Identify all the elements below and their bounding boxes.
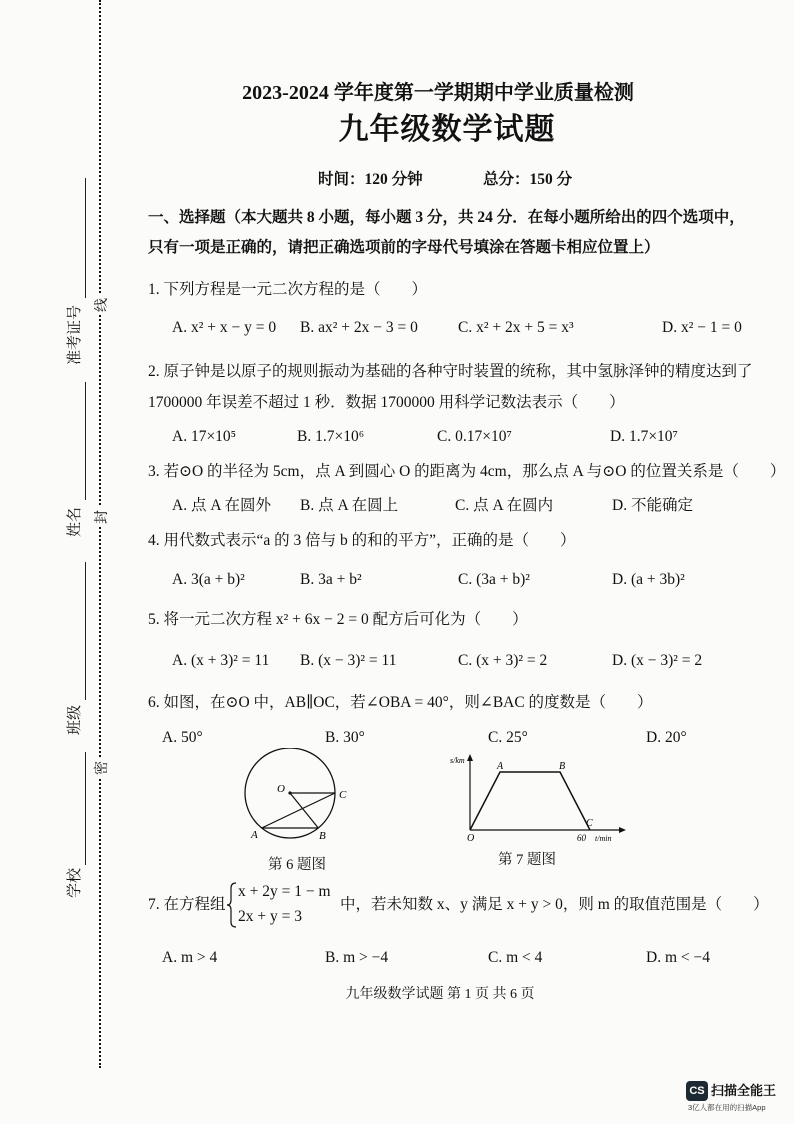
- label-o: O: [467, 833, 475, 844]
- question-5-stem: 5. 将一元二次方程 x² + 6x − 2 = 0 配方后可化为（ ）: [148, 611, 528, 628]
- y-axis-label: s/km: [450, 756, 465, 765]
- question-7-stem: 7. 在方程组: [148, 896, 226, 913]
- school-label: 学校: [67, 868, 83, 899]
- question-3-option-c: C. 点 A 在圆内: [455, 497, 554, 514]
- label-b: B: [559, 761, 566, 772]
- name-underline: [85, 382, 86, 500]
- center-point-o: [288, 791, 291, 794]
- class-underline: [85, 562, 86, 700]
- y-axis-arrow-icon: [467, 754, 473, 761]
- scanner-slogan: 3亿人都在用的扫描App: [688, 1103, 766, 1112]
- system-brace-icon: [226, 882, 238, 928]
- label-c: C: [339, 789, 347, 801]
- question-4-option-a: A. 3(a + b)²: [172, 571, 245, 588]
- label-b: B: [319, 830, 326, 842]
- question-6-option-d: D. 20°: [646, 729, 687, 746]
- question-5-option-a: A. (x + 3)² = 11: [172, 652, 270, 669]
- label-o: O: [277, 783, 285, 795]
- seal-mark-secret: 密: [93, 758, 113, 778]
- question-6-option-b: B. 30°: [325, 729, 365, 746]
- class-label: 班级: [67, 705, 83, 736]
- question-1-option-d: D. x² − 1 = 0: [662, 319, 742, 336]
- exam-time: 时间：120 分钟: [318, 171, 423, 188]
- question-4-stem: 4. 用代数式表示“a 的 3 倍与 b 的和的平方”，正确的是（ ）: [148, 532, 576, 549]
- question-2-option-b: B. 1.7×10⁶: [297, 428, 365, 445]
- question-5-option-d: D. (x − 3)² = 2: [612, 652, 703, 669]
- question-1-option-b: B. ax² + 2x − 3 = 0: [300, 319, 418, 336]
- question-6-option-a: A. 50°: [162, 729, 203, 746]
- school-underline: [85, 752, 86, 865]
- question-3-stem: 3. 若⊙O 的半径为 5cm，点 A 到圆心 O 的距离为 4cm，那么点 A 与⊙O 的位置关系是（ ）: [148, 463, 786, 480]
- system-equation-1: x + 2y = 1 − m: [238, 883, 331, 900]
- question-6-option-c: C. 25°: [488, 729, 528, 746]
- question-4-option-d: D. (a + 3b)²: [612, 571, 685, 588]
- question-7-option-c: C. m < 4: [488, 949, 543, 966]
- system-equation-2: 2x + y = 3: [238, 908, 302, 925]
- question-3-option-b: B. 点 A 在圆上: [300, 497, 399, 514]
- x-axis-arrow-icon: [619, 827, 626, 833]
- question-3-option-d: D. 不能确定: [612, 497, 693, 514]
- scanner-brand-name: 扫描全能王: [711, 1083, 777, 1098]
- question-6-stem: 6. 如图，在⊙O 中，AB∥OC，若∠OBA = 40°，则∠BAC 的度数是（ ）: [148, 694, 653, 711]
- binding-dotted-line: [99, 0, 101, 1068]
- segment-ob: [290, 793, 318, 828]
- page-footer: 九年级数学试题 第 1 页 共 6 页: [345, 987, 535, 1002]
- exam-id-underline: [85, 178, 86, 298]
- question-2-option-a: A. 17×10⁵: [172, 428, 237, 445]
- x-axis-label: t/min: [595, 834, 612, 843]
- graph-path-oabc: [470, 772, 590, 830]
- name-label: 姓名: [67, 507, 83, 538]
- question-2-stem: 2. 原子钟是以原子的规则振动为基础的各种守时装置的统称，其中氢脉泽钟的精度达到了: [148, 363, 753, 380]
- exam-total-score: 总分：150 分: [483, 171, 573, 188]
- question-7-option-d: D. m < −4: [646, 949, 710, 966]
- figure-6-circle-diagram: [230, 748, 360, 846]
- question-5-option-c: C. (x + 3)² = 2: [458, 652, 548, 669]
- figure-6-caption: 第 6 题图: [268, 857, 326, 873]
- question-3-option-a: A. 点 A 在圆外: [172, 497, 272, 514]
- question-7-option-b: B. m > −4: [325, 949, 389, 966]
- x-tick-label: 60: [577, 833, 586, 843]
- question-4-option-c: C. (3a + b)²: [458, 571, 530, 588]
- section-heading-line1: 一、选择题（本大题共 8 小题，每小题 3 分，共 24 分．在每小题所给出的四个选项中，: [148, 209, 745, 226]
- question-2-option-c: C. 0.17×10⁷: [437, 428, 512, 445]
- label-c: C: [586, 818, 593, 829]
- question-1-option-a: A. x² + x − y = 0: [172, 319, 277, 336]
- seal-mark-line: 线: [93, 295, 113, 315]
- question-7-option-a: A. m > 4: [162, 949, 218, 966]
- exam-title: 2023-2024 学年度第一学期期中学业质量检测: [242, 82, 634, 104]
- question-7-stem-after: 中，若未知数 x、y 满足 x + y > 0，则 m 的取值范围是（ ）: [340, 896, 769, 913]
- seal-mark-seal: 封: [93, 507, 113, 527]
- section-heading-line2: 只有一项是正确的，请把正确选项前的字母代号填涂在答题卡相应位置上）: [148, 239, 660, 256]
- label-a: A: [251, 829, 258, 841]
- scanner-logo-icon: CS: [686, 1081, 708, 1101]
- question-2-stem-line2: 1700000 年误差不超过 1 秒．数据 1700000 用科学记数法表示（ ）: [148, 394, 625, 411]
- question-4-option-b: B. 3a + b²: [300, 571, 362, 588]
- figure-7-caption: 第 7 题图: [498, 852, 556, 868]
- question-2-option-d: D. 1.7×10⁷: [610, 428, 678, 445]
- question-5-option-b: B. (x − 3)² = 11: [300, 652, 397, 669]
- question-1-stem: 1. 下列方程是一元二次方程的是（ ）: [148, 281, 428, 298]
- question-1-option-c: C. x² + 2x + 5 = x³: [458, 319, 574, 336]
- exam-subtitle: 九年级数学试题: [338, 113, 556, 146]
- exam-id-label: 准考证号: [67, 304, 83, 365]
- figure-7-graph: [440, 752, 630, 848]
- label-a: A: [497, 761, 504, 772]
